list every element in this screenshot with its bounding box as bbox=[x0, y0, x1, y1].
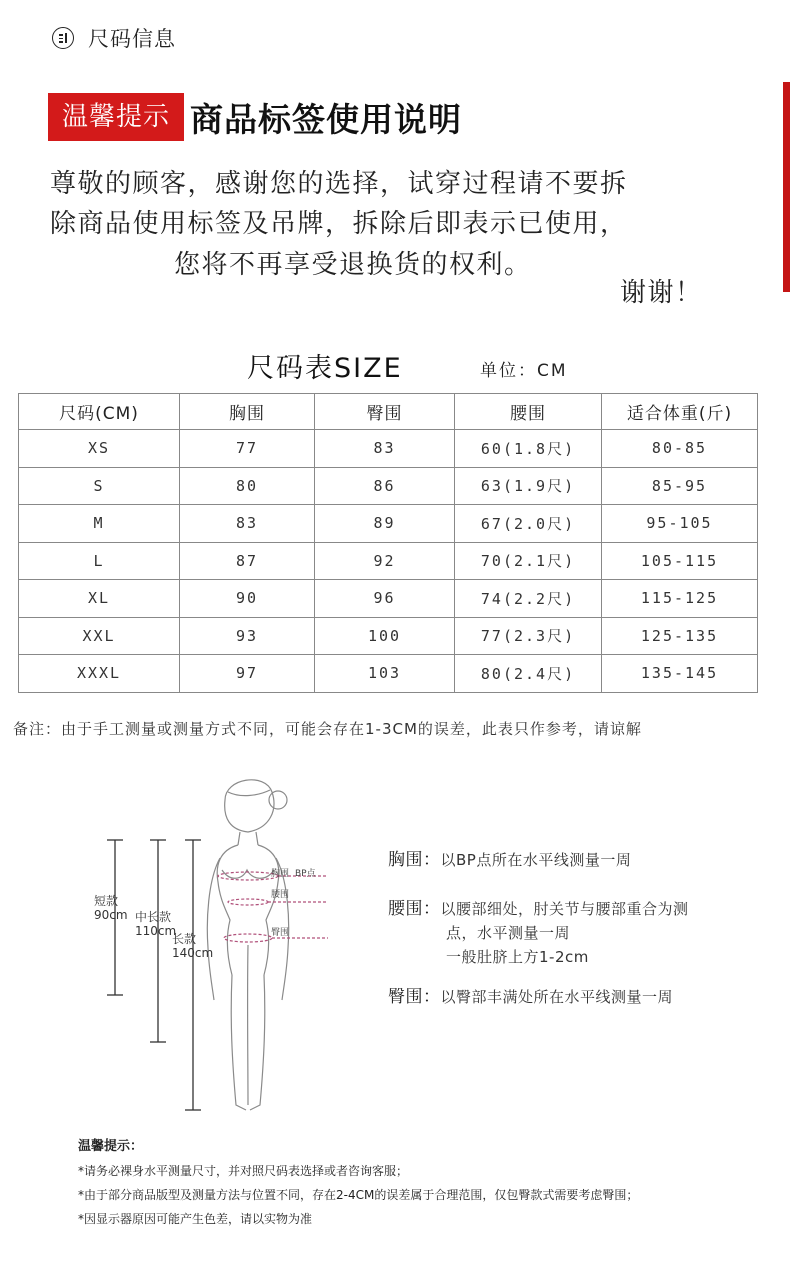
table-row bbox=[19, 580, 758, 618]
cell-weight: 85-95 bbox=[602, 467, 758, 505]
measurement-hip bbox=[388, 985, 673, 1009]
mid-length-value: 110cm bbox=[135, 924, 177, 938]
notice-header bbox=[48, 93, 462, 141]
tip-item: *由于部分商品版型及测量方法与位置不同，存在2-4CM的误差属于合理范围，仅包臀款式需要考虑臀围； bbox=[78, 1188, 639, 1202]
measurement-term: 胸围： bbox=[388, 850, 441, 870]
long-length-label bbox=[172, 932, 213, 960]
notice-line-1: 尊敬的顾客，感谢您的选择，试穿过程请不要拆 bbox=[50, 169, 628, 199]
cell-size: XXL bbox=[19, 617, 180, 655]
cell-waist: 63(1.9尺) bbox=[455, 467, 602, 505]
notice-line-3: 您将不再享受退换货的权利。 bbox=[174, 250, 532, 280]
column-header-weight: 适合体重(斤) bbox=[602, 394, 758, 430]
section-header bbox=[52, 24, 176, 52]
short-style-text: 短款 bbox=[94, 894, 119, 908]
notice-title: 商品标签使用说明 bbox=[190, 99, 463, 139]
long-style-text: 长款 bbox=[172, 932, 197, 946]
notice-badge: 温馨提示 bbox=[48, 93, 184, 141]
cell-hip: 96 bbox=[315, 580, 455, 618]
diagram-mark-hip: 臀围 bbox=[271, 928, 290, 938]
cell-waist: 74(2.2尺) bbox=[455, 580, 602, 618]
cell-weight: 135-145 bbox=[602, 655, 758, 693]
column-header-hip: 臀围 bbox=[315, 394, 455, 430]
cell-bust: 97 bbox=[180, 655, 315, 693]
cell-hip: 89 bbox=[315, 505, 455, 543]
cell-weight: 125-135 bbox=[602, 617, 758, 655]
section-title: 尺码信息 bbox=[88, 27, 176, 51]
column-header-waist: 腰围 bbox=[455, 394, 602, 430]
body-figure-illustration bbox=[80, 770, 380, 1120]
cell-waist: 80(2.4尺) bbox=[455, 655, 602, 693]
short-length-label bbox=[94, 894, 128, 922]
cell-bust: 83 bbox=[180, 505, 315, 543]
table-row bbox=[19, 430, 758, 468]
table-remark: 备注：由于手工测量或测量方式不同，可能会存在1-3CM的误差，此表只作参考，请谅解 bbox=[13, 720, 642, 738]
cell-hip: 86 bbox=[315, 467, 455, 505]
mid-style-text: 中长款 bbox=[135, 910, 172, 924]
table-header-row bbox=[19, 394, 758, 430]
table-row bbox=[19, 655, 758, 693]
mid-length-label bbox=[135, 910, 176, 938]
cell-hip: 103 bbox=[315, 655, 455, 693]
tips-section bbox=[78, 1135, 638, 1231]
column-header-size: 尺码(CM) bbox=[19, 394, 180, 430]
size-table-unit: 单位：CM bbox=[480, 361, 568, 381]
measurement-term: 臀围： bbox=[388, 987, 441, 1007]
cell-bust: 87 bbox=[180, 542, 315, 580]
tip-item: *请务必裸身水平测量尺寸，并对照尺码表选择或者咨询客服； bbox=[78, 1164, 409, 1178]
table-row bbox=[19, 542, 758, 580]
measurement-term: 腰围： bbox=[388, 899, 441, 919]
measurement-text: 点，水平测量一周 bbox=[446, 924, 571, 942]
size-table bbox=[18, 393, 758, 693]
diagram-mark-bust: 胸围 bbox=[271, 869, 290, 879]
cell-weight: 80-85 bbox=[602, 430, 758, 468]
short-length-value: 90cm bbox=[94, 908, 128, 922]
cell-size: XXXL bbox=[19, 655, 180, 693]
measurement-bust bbox=[388, 848, 631, 872]
decorative-red-bar bbox=[783, 82, 790, 292]
cell-size: M bbox=[19, 505, 180, 543]
cell-waist: 77(2.3尺) bbox=[455, 617, 602, 655]
table-row bbox=[19, 467, 758, 505]
diagram-mark-waist: 腰围 bbox=[271, 890, 290, 900]
tip-item: *因显示器原因可能产生色差，请以实物为准 bbox=[78, 1212, 313, 1226]
size-table-title: 尺码表SIZE bbox=[247, 353, 403, 384]
cell-size: XL bbox=[19, 580, 180, 618]
cell-hip: 83 bbox=[315, 430, 455, 468]
cell-waist: 60(1.8尺) bbox=[455, 430, 602, 468]
cell-hip: 100 bbox=[315, 617, 455, 655]
cell-size: XS bbox=[19, 430, 180, 468]
cell-weight: 105-115 bbox=[602, 542, 758, 580]
table-row bbox=[19, 505, 758, 543]
measurement-text: 以腰部细处，肘关节与腰部重合为测 bbox=[440, 900, 689, 918]
measurement-text: 以臀部丰满处所在水平线测量一周 bbox=[440, 988, 674, 1006]
cell-bust: 77 bbox=[180, 430, 315, 468]
table-row bbox=[19, 617, 758, 655]
column-header-bust: 胸围 bbox=[180, 394, 315, 430]
cell-bust: 93 bbox=[180, 617, 315, 655]
diagram-mark-bp: BP点 bbox=[295, 869, 316, 879]
cell-size: L bbox=[19, 542, 180, 580]
long-length-value: 140cm bbox=[172, 946, 214, 960]
cell-size: S bbox=[19, 467, 180, 505]
notice-thanks: 谢谢！ bbox=[620, 278, 703, 308]
cell-hip: 92 bbox=[315, 542, 455, 580]
body-measurement-diagram bbox=[80, 770, 380, 1120]
notice-line-2: 除商品使用标签及吊牌，拆除后即表示已使用， bbox=[50, 209, 628, 239]
measurement-text: 一般肚脐上方1-2cm bbox=[446, 948, 589, 966]
tips-title: 温馨提示： bbox=[78, 1139, 144, 1154]
cell-weight: 115-125 bbox=[602, 580, 758, 618]
cell-waist: 70(2.1尺) bbox=[455, 542, 602, 580]
measurement-waist bbox=[388, 897, 689, 969]
measurement-text: 以BP点所在水平线测量一周 bbox=[440, 851, 632, 869]
info-list-icon bbox=[52, 27, 74, 49]
cell-bust: 80 bbox=[180, 467, 315, 505]
cell-waist: 67(2.0尺) bbox=[455, 505, 602, 543]
cell-bust: 90 bbox=[180, 580, 315, 618]
cell-weight: 95-105 bbox=[602, 505, 758, 543]
